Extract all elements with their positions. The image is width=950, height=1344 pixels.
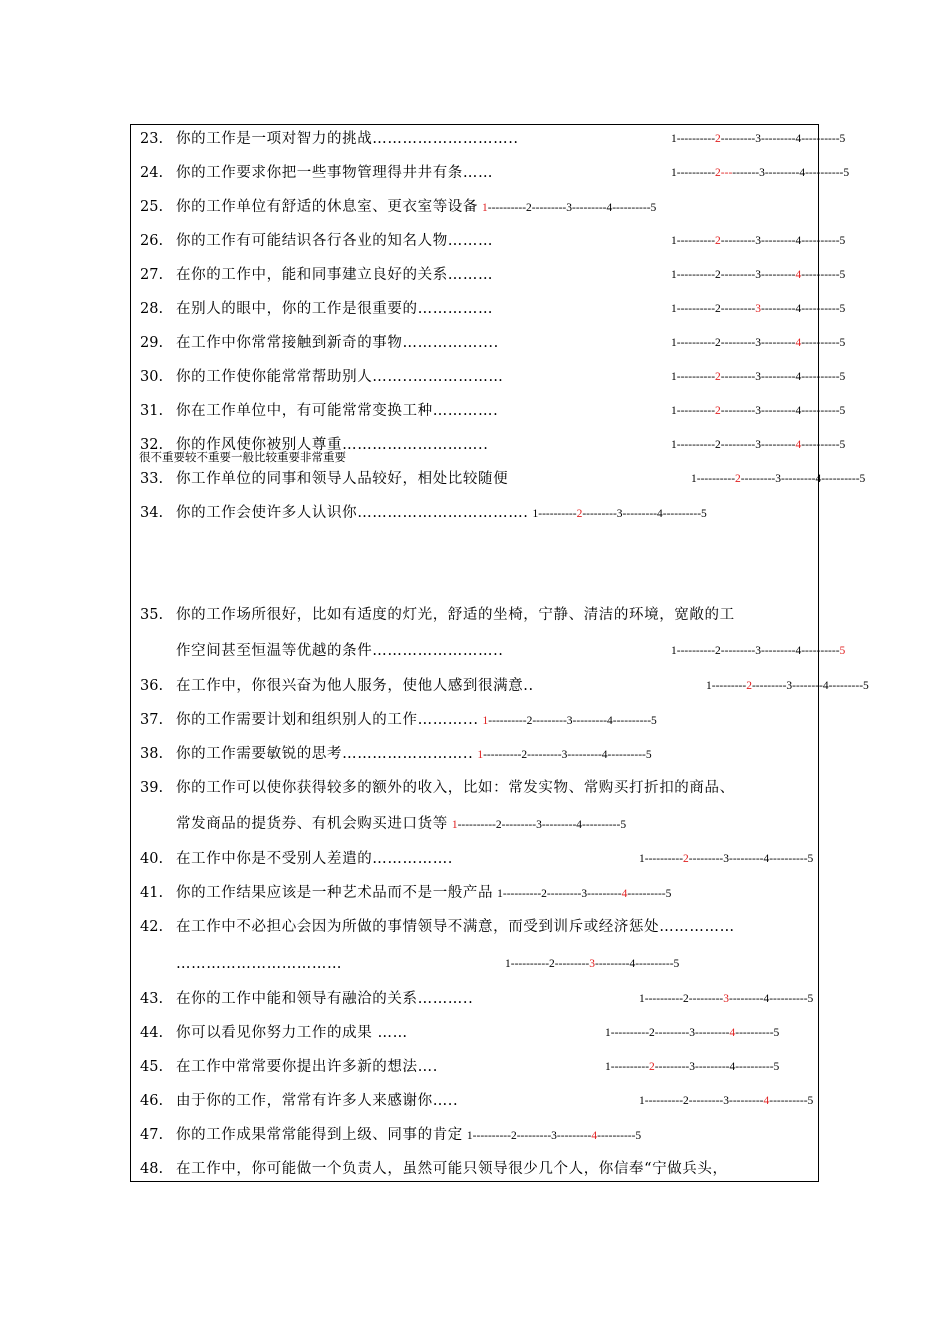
scale-before: 1----------2---------3---------: [497, 888, 622, 900]
scale-before: 1----------2---------3---------: [671, 269, 796, 281]
rating-scale: [671, 163, 849, 183]
scale-before: 1----------2---------3---------: [671, 337, 796, 349]
scale-selected: 2: [683, 853, 689, 865]
question-number: 38.: [140, 746, 164, 762]
rating-scale: [605, 1057, 779, 1077]
question-text: 你工作单位的同事和领导人品较好，相处比较随便: [176, 471, 509, 487]
rating-scale: [639, 849, 813, 869]
question-number: 47.: [140, 1127, 164, 1143]
question-number: 46.: [140, 1093, 164, 1109]
scale-after: ----------2---------3---------4----------5: [487, 202, 657, 214]
scale-before: 1----------: [671, 167, 716, 179]
question-text: 在你的工作中，能和同事建立良好的关系………: [176, 267, 494, 283]
scale-selected: 1: [451, 819, 458, 831]
scale-selected: 4: [795, 269, 802, 281]
scale-after: -------3---------4----------5: [732, 167, 850, 179]
scale-before: 1----------2---------: [671, 303, 756, 315]
rating-scale: [671, 129, 845, 149]
scale-after: ---------3---------4----------5: [654, 1061, 780, 1073]
scale-after: ----------5: [801, 439, 846, 451]
question-text: 在别人的眼中，你的工作是很重要的……………: [176, 301, 494, 317]
scale-after: ---------3---------4----------5: [582, 508, 707, 520]
question-text: 你的工作要求你把一些事物管理得井井有条……: [176, 165, 494, 181]
question-number: 23.: [140, 131, 164, 147]
scale-selected: 2: [735, 473, 741, 485]
scale-after: ----------2---------3---------4----------5: [483, 749, 652, 761]
question-text: 你的工作成果常常能得到上级、同事的肯定 1----------2---------3---------4----------5: [176, 1127, 642, 1143]
scale-before: 1----------2---------: [505, 958, 590, 970]
question-number: 37.: [140, 712, 164, 728]
scale-after: ----------5: [801, 337, 846, 349]
scale-selected: 4: [621, 888, 628, 900]
scale-before: 1----------2---------3---------: [671, 439, 796, 451]
question-text: 你的工作是一项对智力的挑战………………………..: [176, 131, 519, 147]
scale-after: ---------4----------5: [595, 958, 680, 970]
rating-scale: [452, 819, 626, 831]
scale-before: 1----------: [605, 1061, 650, 1073]
rating-scale: [639, 989, 813, 1009]
question-text: 在工作中常常要你提出许多新的想法….: [176, 1059, 438, 1075]
scale-selected: 2: [746, 680, 752, 692]
scale-selected: 3: [589, 958, 596, 970]
question-text: 在工作中你常常接触到新奇的事物……………....: [176, 335, 499, 351]
rating-scale: [671, 367, 845, 387]
rating-scale: [605, 1023, 779, 1043]
question-text: 作空间甚至恒温等优越的条件……………………..: [176, 643, 504, 659]
scale-selected: 2: [649, 1061, 655, 1073]
question-number: 24.: [140, 165, 164, 181]
scale-after: ---------4----------5: [729, 993, 814, 1005]
scale-selected: 4: [729, 1027, 736, 1039]
rating-scale: [505, 954, 679, 974]
scale-after: ---------3---------4----------5: [720, 133, 846, 145]
rating-scale: [671, 435, 845, 455]
scale-after: ---------3---------4----------5: [740, 473, 866, 485]
rating-scale: [671, 231, 845, 251]
scale-selected: 1: [477, 749, 484, 761]
scale-selected: 2: [715, 405, 721, 417]
question-number: 43.: [140, 991, 164, 1007]
question-number: 39.: [140, 780, 164, 796]
scale-selected: 4: [795, 439, 802, 451]
question-text: 在工作中不必担心会因为所做的事情领导不满意，而受到训斥或经济惩处……………: [176, 919, 735, 935]
scale-selected: 5: [839, 645, 846, 657]
scale-after: ---------3---------4----------5: [720, 405, 846, 417]
scale-selected: 4: [591, 1130, 598, 1142]
rating-scale: [467, 1130, 641, 1142]
rating-scale: [671, 641, 845, 661]
scale-after: ----------2---------3---------4----------5: [488, 715, 657, 727]
question-text: 你的工作场所很好，比如有适度的灯光，舒适的坐椅，宁静、清洁的环境，宽敞的工: [176, 607, 735, 623]
rating-scale: [671, 401, 845, 421]
question-text: 由于你的工作，常常有许多人来感谢你…..: [176, 1093, 459, 1109]
scale-before: 1----------2---------3---------4----------: [671, 645, 840, 657]
question-text: 你可以看见你努力工作的成果 ……: [176, 1025, 408, 1041]
rating-scale: [482, 202, 656, 214]
rating-scale: [497, 888, 671, 900]
rating-scale: [706, 676, 869, 696]
question-number: 44.: [140, 1025, 164, 1041]
question-text: 你的工作单位有舒适的休息室、更衣室等设备 1----------2---------3---------4----------5: [176, 199, 657, 215]
rating-scale: [671, 265, 845, 285]
question-text: 你的作风使你被别人尊重………………………..: [176, 437, 489, 453]
scale-after: ----------5: [735, 1027, 780, 1039]
scale-selected: 3: [755, 303, 762, 315]
scale-after: ---------3---------4----------5: [688, 853, 814, 865]
scale-after: ---------4----------5: [761, 303, 846, 315]
scale-after: ----------5: [769, 1095, 814, 1107]
scale-before: 1----------: [671, 133, 716, 145]
rating-scale: [691, 469, 865, 489]
scale-before: 1----------2---------: [639, 993, 724, 1005]
scale-selected: 2: [576, 508, 583, 520]
scale-after: ----------5: [627, 888, 672, 900]
scale-selected: 2: [715, 371, 721, 383]
question-text: 你的工作需要计划和组织别人的工作………... 1----------2---------3---------4----------5: [176, 712, 657, 728]
question-number: 28.: [140, 301, 164, 317]
rating-scale: [671, 299, 845, 319]
scale-after: ----------5: [801, 269, 846, 281]
scale-after: ----------5: [597, 1130, 642, 1142]
question-text: 你的工作需要敏锐的思考…………………….. 1----------2---------3---------4----------5: [176, 746, 652, 762]
question-text: 在工作中，你很兴奋为他人服务，使他人感到很满意..: [176, 678, 534, 694]
question-text: 常发商品的提货券、有机会购买进口货等 1----------2---------3---------4----------5: [176, 816, 627, 832]
scale-selected: 1: [482, 202, 488, 214]
scale-before: 1----------: [532, 508, 577, 520]
question-number: 45.: [140, 1059, 164, 1075]
scale-before: 1----------2---------3---------: [605, 1027, 730, 1039]
scale-before: 1----------: [671, 371, 716, 383]
scale-after: ---------3---------4----------5: [720, 235, 846, 247]
question-text: 在工作中你是不受别人差遣的…………….: [176, 851, 454, 867]
question-number: 41.: [140, 885, 164, 901]
scale-selected: 3: [723, 993, 730, 1005]
question-text: 你的工作可以使你获得较多的额外的收入，比如：常发实物、常购买打折扣的商品、: [176, 780, 735, 796]
question-number: 29.: [140, 335, 164, 351]
scale-selected: 2: [715, 133, 721, 145]
scale-selected: 2---: [715, 167, 733, 179]
question-number: 48.: [140, 1161, 164, 1177]
scale-before: 1----------2---------3---------: [639, 1095, 764, 1107]
scale-selected: 2: [715, 235, 721, 247]
question-number: 33.: [140, 471, 164, 487]
scale-before: 1----------: [691, 473, 736, 485]
question-number: 27.: [140, 267, 164, 283]
rating-scale: [671, 333, 845, 353]
question-number: 31.: [140, 403, 164, 419]
question-number: 42.: [140, 919, 164, 935]
question-number: 35.: [140, 607, 164, 623]
questionnaire-frame: [130, 124, 869, 1182]
rating-scale: [477, 749, 651, 761]
question-number: 26.: [140, 233, 164, 249]
rating-scale: [533, 508, 707, 520]
scale-before: 1----------2---------3---------: [466, 1130, 592, 1142]
scale-after: ----------2---------3---------4----------5: [457, 819, 627, 831]
question-text: 你在工作单位中，有可能常常变换工种………….: [176, 403, 499, 419]
scale-after: ---------3--------4---------5: [751, 680, 869, 692]
question-text: 你的工作有可能结识各行各业的知名人物………: [176, 233, 494, 249]
question-text: 在工作中，你可能做一个负责人，虽然可能只领导很少几个人，你信奉“宁做兵头，: [176, 1161, 728, 1177]
question-number: 30.: [140, 369, 164, 385]
question-text: 在你的工作中能和领导有融洽的关系………..: [176, 991, 474, 1007]
scale-selected: 4: [795, 337, 802, 349]
rating-scale: [483, 715, 657, 727]
question-text: 你的工作结果应该是一种艺术品而不是一般产品 1----------2---------3---------4----------5: [176, 885, 672, 901]
scale-selected: 1: [482, 715, 489, 727]
question-number: 40.: [140, 851, 164, 867]
scale-after: ---------3---------4----------5: [720, 371, 846, 383]
scale-before: 1----------: [671, 235, 716, 247]
rating-scale-header: 很不重要较不重要一般比较重要非常重要: [139, 450, 346, 464]
rating-scale: [639, 1091, 813, 1111]
question-number: 32.: [140, 437, 164, 453]
scale-before: 1----------: [639, 853, 684, 865]
question-number: 25.: [140, 199, 164, 215]
scale-before: 1---------: [706, 680, 747, 692]
question-text: 你的工作使你能常常帮助别人……..………………: [176, 369, 504, 385]
question-number: 34.: [140, 505, 164, 521]
question-text: ……………………………: [176, 956, 343, 972]
scale-selected: 4: [763, 1095, 770, 1107]
scale-before: 1----------: [671, 405, 716, 417]
question-number: 36.: [140, 678, 164, 694]
question-text: 你的工作会使许多人认识你……………………………. 1----------2---------3---------4----------5: [176, 505, 707, 521]
